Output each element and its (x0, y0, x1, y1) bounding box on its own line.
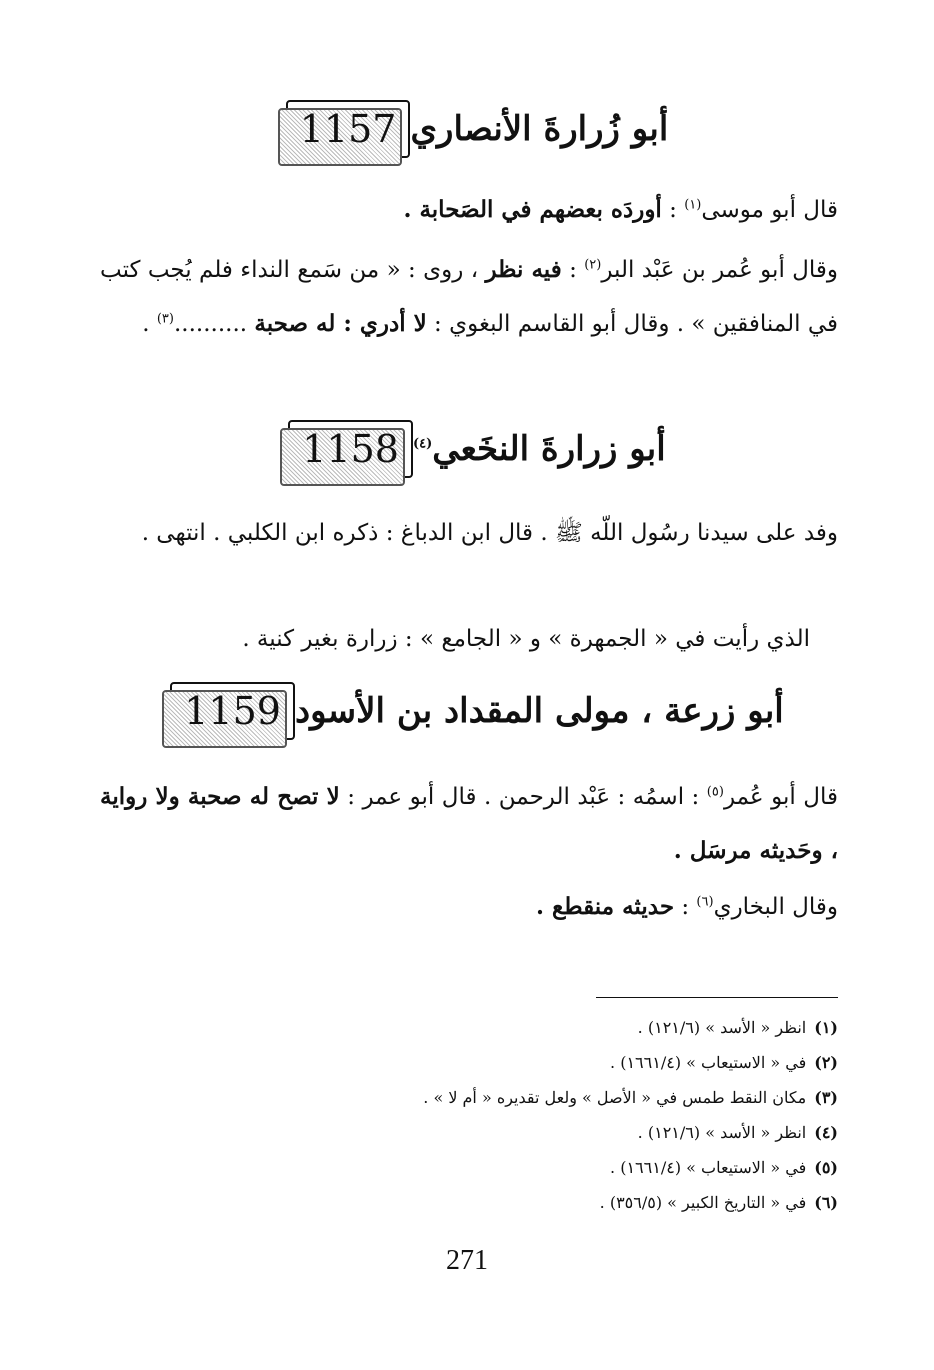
footnotes (78, 1010, 838, 1220)
bold-text: أوردَه بعضهم في الصَحابة . (403, 196, 662, 223)
ellipsis-dots: .......... (173, 311, 255, 337)
entry-title (413, 424, 666, 474)
text: وقال البخاري (713, 894, 838, 920)
entry-number-box (170, 682, 295, 740)
footnote-text: في « الاستيعاب » (١٦٦١/٤) . (610, 1053, 807, 1072)
footnote-ref: (٢) (584, 257, 602, 273)
entry-number-box (286, 100, 411, 158)
page-number: 271 (446, 1245, 488, 1276)
text: : (561, 257, 585, 283)
footnote-ref: (٥) (706, 784, 724, 800)
footnote (78, 1185, 838, 1220)
text: قال أبو موسى (701, 197, 838, 223)
bold-text: لا تصح له صحبة ولا رواية ، وحَديثه مرسَل . (100, 783, 838, 864)
footnote-ref: (٤) (413, 436, 433, 452)
text: وقال أبو عُمر بن عَبْد البر (601, 257, 839, 283)
footnote-number: (٦) (814, 1193, 838, 1212)
footnote-number: (٤) (814, 1123, 838, 1142)
footnote (78, 1045, 838, 1080)
text: : (674, 894, 697, 920)
bold-text: فيه نظر (485, 256, 562, 283)
text: قال أبو عُمر (723, 784, 838, 810)
footnote-ref: (١) (684, 197, 702, 213)
footnote-separator (596, 997, 838, 998)
footnote-text: انظر « الأسد » (١٢١/٦) . (637, 1123, 807, 1142)
entry-title: أبو زرعة ، مولى المقداد بن الأسود (294, 691, 784, 731)
footnote (78, 1080, 838, 1115)
footnote-number: (٣) (814, 1088, 838, 1107)
entry-heading-1159 (100, 682, 838, 740)
paragraph (100, 770, 838, 878)
entry-title: أبو زُرارةَ الأنصاري (410, 109, 669, 149)
footnote-number: (٢) (814, 1053, 838, 1072)
entry-number: 1159 (184, 689, 281, 733)
entry-heading-1158 (100, 420, 838, 478)
text: ، روى : « من سَمع النداء فلم يُجب كتب في المنافقين » . وقال أبو القاسم البغوي : (100, 257, 838, 337)
footnote-text: انظر « الأسد » (١٢١/٦) . (637, 1018, 807, 1037)
text: : (661, 197, 685, 223)
entry-number: 1158 (302, 427, 399, 471)
footnote-text: في « الاستيعاب » (١٦٦١/٤) . (610, 1158, 807, 1177)
footnote-text: مكان النقط طمس في « الأصل » ولعل تقديره « أم لا » . (423, 1088, 807, 1107)
paragraph (100, 183, 838, 237)
footnote-number: (٥) (814, 1158, 838, 1177)
text: . (142, 311, 157, 337)
footnote (78, 1010, 838, 1045)
footnote-number: (١) (814, 1018, 838, 1037)
footnote-text: في « التاريخ الكبير » (٣٥٦/٥) . (599, 1193, 807, 1212)
entry-number-box (288, 420, 413, 478)
paragraph: الذي رأيت في « الجمهرة » و « الجامع » : زرارة بغير كنية . (242, 626, 810, 652)
entry-title-text: أبو زرارةَ النخَعي (432, 429, 666, 469)
footnote-ref: (٣) (156, 311, 174, 327)
paragraph (100, 243, 838, 351)
paragraph: وفد على سيدنا رسُول اللّه ﷺ . قال ابن الدباغ : ذكره ابن الكلبي . انتهى . (141, 520, 838, 546)
bold-text: حديثه منقطع . (536, 893, 675, 920)
entry-number: 1157 (299, 107, 397, 151)
entry-heading-1157 (100, 100, 838, 158)
text: : اسمُه : عَبْد الرحمن . قال أبو عمر : (339, 784, 707, 810)
footnote-ref: (٦) (696, 894, 714, 910)
footnote (78, 1115, 838, 1150)
bold-text: لا أدري : له صحبة (254, 310, 427, 337)
paragraph (100, 880, 838, 934)
footnote (78, 1150, 838, 1185)
